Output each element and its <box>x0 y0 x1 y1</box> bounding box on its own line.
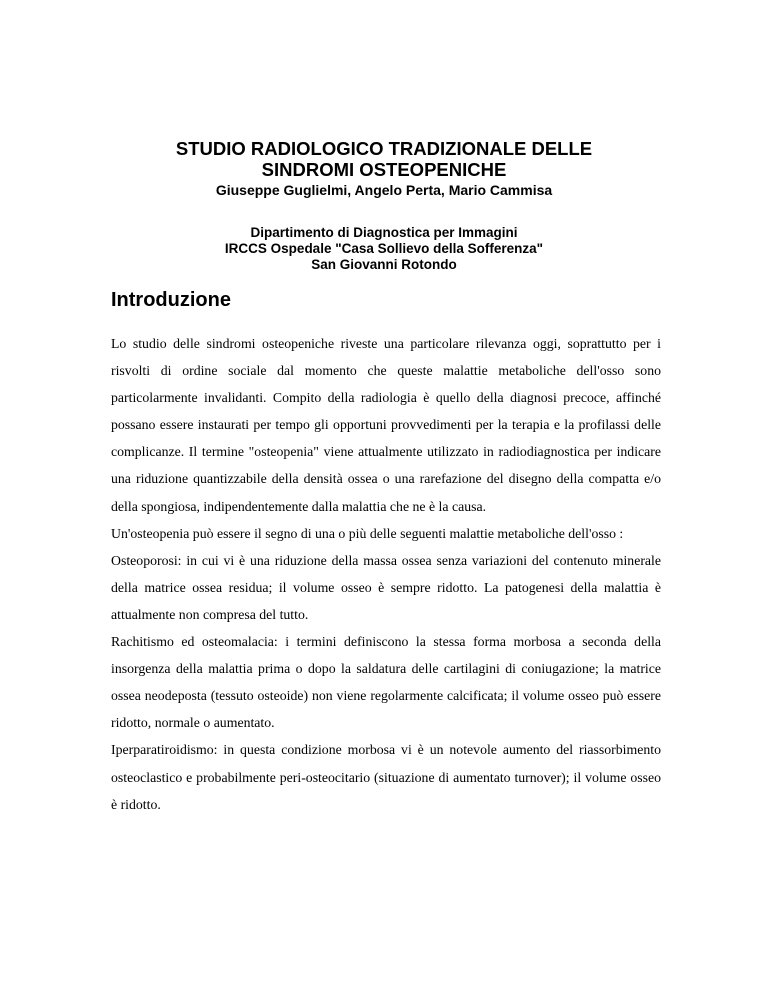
paragraph-osteoporosi: Osteoporosi: in cui vi è una riduzione della massa ossea senza variazioni del contenuto minerale della matrice ossea residua; il volume osseo è sempre ridotto. La patogenesi della malattia è attualmente non compresa del tutto. <box>111 552 661 622</box>
paragraph-osteopenia-signs: Un'osteopenia può essere il segno di una o più delle seguenti malattie metaboliche dell'osso : <box>111 525 624 541</box>
affiliation-department: Dipartimento di Diagnostica per Immagini <box>250 225 518 240</box>
affiliation-city: San Giovanni Rotondo <box>311 257 457 272</box>
authors-line: Giuseppe Guglielmi, Angelo Perta, Mario Cammisa <box>215 182 553 198</box>
body-text <box>111 330 661 818</box>
title-line-1: STUDIO RADIOLOGICO TRADIZIONALE DELLE <box>175 138 593 159</box>
document-title <box>120 138 648 180</box>
affiliation-block <box>120 225 648 273</box>
affiliation-hospital: IRCCS Ospedale "Casa Sollievo della Sofferenza" <box>224 241 544 256</box>
paragraph-iperparatiroidismo: Iperparatiroidismo: in questa condizione morbosa vi è un notevole aumento del riassorbimento osteoclastico e probabilmente peri-osteocitario (situazione di aumentato turnover); il volume osseo è ridotto. <box>111 742 661 812</box>
paragraph-rachitismo: Rachitismo ed osteomalacia: i termini definiscono la stessa forma morbosa a seconda della insorgenza della malattia prima o dopo la saldatura delle cartilagini di coniugazione; la matrice ossea neodeposta (tessuto osteoide) non viene regolarmente calcificata; il volume osseo può essere ridotto, normale o aumentato. <box>111 634 661 731</box>
paragraph-intro: Lo studio delle sindromi osteopeniche riveste una particolare rilevanza oggi, soprattutto per i risvolti di ordine sociale dal momento che queste malattie metaboliche dell'osso sono particolarmente invalidanti. Compito della radiologia è quello della diagnosi precoce, affinché possano essere instaurati per tempo gli opportuni provvedimenti per la terapia e la profilassi delle complicanze. Il termine "osteopenia" viene attualmente utilizzato in radiodiagnostica per indicare una riduzione quantizzabile della densità ossea o una rarefazione del disegno della compatta e/o della spongiosa, indipendentemente dalla malattia che ne è la causa. <box>111 336 661 514</box>
section-heading-introduzione: Introduzione <box>111 289 231 311</box>
title-line-2: SINDROMI OSTEOPENICHE <box>261 159 507 180</box>
